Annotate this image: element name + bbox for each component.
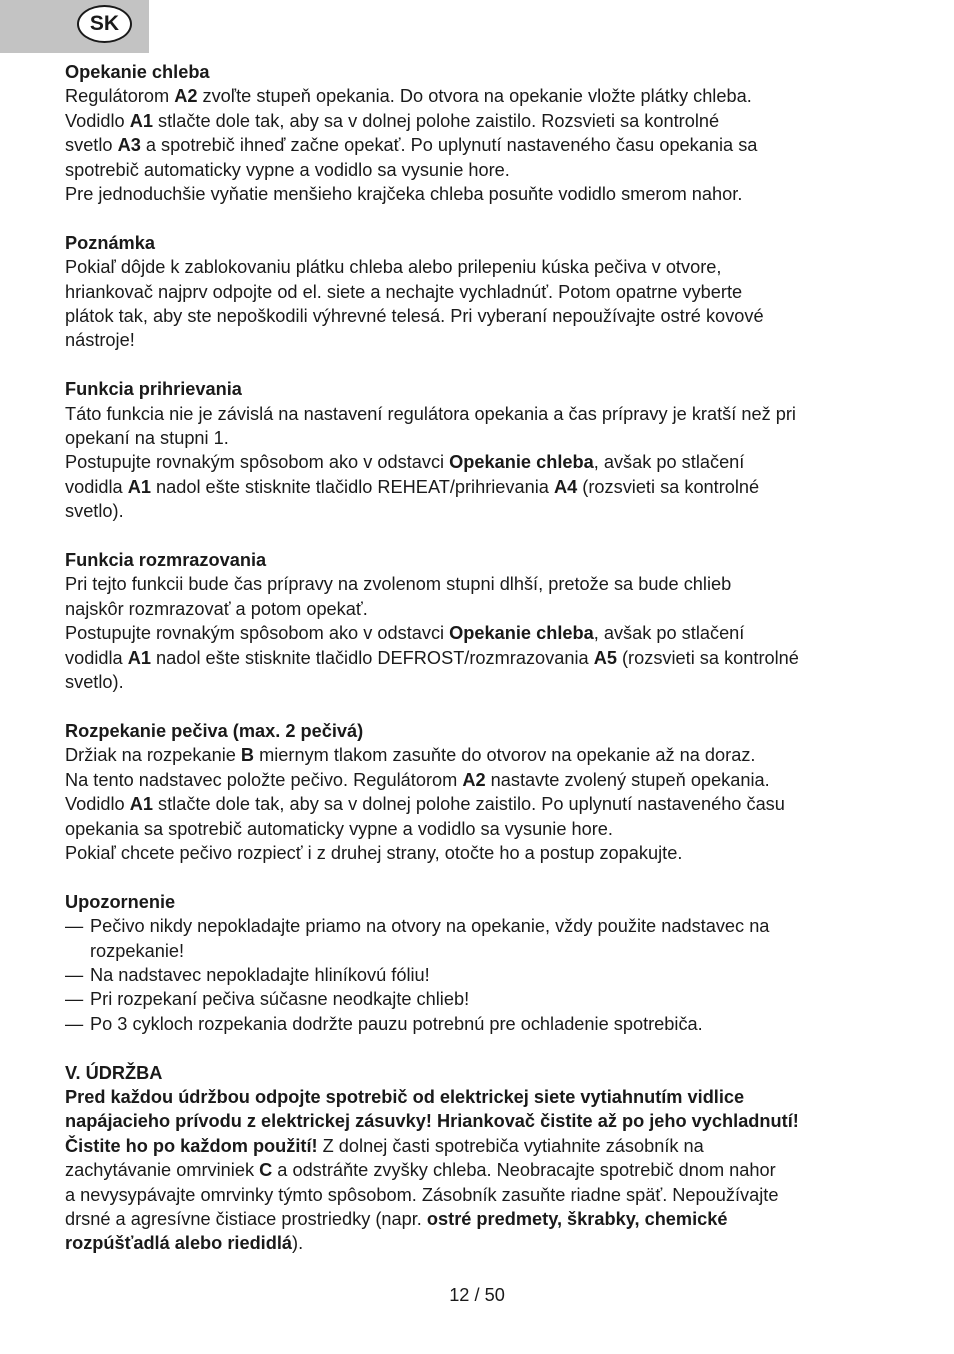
language-tab xyxy=(0,0,149,53)
section-title: Poznámka xyxy=(65,232,155,253)
section-title: Funkcia prihrievania xyxy=(65,379,242,400)
paragraph: Táto funkcia nie je závislá na nastavení regulátora opekania a čas prípravy je kratší než pri opekaní na stupni 1. xyxy=(65,403,796,449)
list-item: — Po 3 cykloch rozpekania dodržte pauzu potrebnú pre ochladenie spotrebiča. xyxy=(65,1013,703,1034)
section-title: Rozpekanie pečiva (max. 2 pečivá) xyxy=(65,720,364,741)
list-item: — Na nadstavec nepokladajte hliníkovú fóliu! xyxy=(65,964,430,985)
section-title: Funkcia rozmrazovania xyxy=(65,550,267,571)
paragraph: Pred každou údržbou odpojte spotrebič od elektrickej siete vytiahnutím vidlice napájacieho prívodu z elektrickej zásuvky! Hriankovač čistite až po jeho vychladnutí! Čistite ho po každom použití! Z dolnej časti spotrebiča vytiahnite zásobník na zachytávanie omrviniek C a odstráňte zvyšky chleba. Neobracajte spotrebič dnom nahor a nevysypávajte omrvinky týmto spôsobom. Zásobník zasuňte riadne späť. Nepoužívajte drsné a agresívne čistiace prostriedky (napr. ostré predmety, škrabky, chemické rozpúšťadlá alebo riedidlá). xyxy=(65,1086,799,1254)
section-title: Upozornenie xyxy=(65,891,176,912)
paragraph: Pri tejto funkcii bude čas prípravy na zvolenom stupni dlhší, pretože sa bude chlieb najskôr rozmrazovať a potom opekať. xyxy=(65,574,732,619)
section-title: Opekanie chleba xyxy=(65,62,210,82)
paragraph: Postupujte rovnakým spôsobom ako v odstavci Opekanie chleba, avšak po stlačení vodidla A1 nadol ešte stisknite tlačidlo DEFROST/rozmrazovania A5 (rozsvieti sa kontrolné svetlo). xyxy=(65,623,799,693)
paragraph: Postupujte rovnakým spôsobom ako v odstavci Opekanie chleba, avšak po stlačení vodidla A1 nadol ešte stisknite tlačidlo REHEAT/prihrievania A4 (rozsvieti sa kontrolné svetlo). xyxy=(65,452,760,522)
paragraph: Pre jednoduchšie vyňatie menšieho krajčeka chleba posuňte vodidlo smerom nahor. xyxy=(65,184,743,205)
page-content xyxy=(65,60,895,1256)
language-badge: SK xyxy=(77,5,132,43)
paragraph: Pokiaľ dôjde k zablokovaniu plátku chleba alebo prilepeniu kúska pečiva v otvore, hriankovač najprv odpojte od el. siete a nechajte vychladnúť. Potom opatrne vyberte plátok tak, aby ste nepoškodili výhrevné telesá. Pri vyberaní nepoužívajte ostré kovové nástroje! xyxy=(65,257,764,351)
section-title: V. ÚDRŽBA xyxy=(65,1062,163,1083)
paragraph: Držiak na rozpekanie B miernym tlakom zasuňte do otvorov na opekanie až na doraz. Na tento nadstavec položte pečivo. Regulátorom A2 nastavte zvolený stupeň opekania. Vodidlo A1 stlačte dole tak, aby sa v dolnej polohe zaistilo. Po uplynutí nastaveného času opekania sa spotrebič automaticky vypne a vodidlo sa vysunie hore. Pokiaľ chcete pečivo rozpiecť i z druhej strany, otočte ho a postup zopakujte. xyxy=(65,745,785,863)
paragraph: Regulátorom A2 zvoľte stupeň opekania. Do otvora na opekanie vložte plátky chleba. Vodidlo A1 stlačte dole tak, aby sa v dolnej polohe zaistilo. Rozsvieti sa kontrolné svetlo A3 a spotrebič ihneď začne opekať. Po uplynutí nastaveného času opekania sa spotrebič automaticky vypne a vodidlo sa vysunie hore. xyxy=(65,86,758,180)
list-item: — Pri rozpekaní pečiva súčasne neodkajte chlieb! xyxy=(65,989,470,1010)
page-number: 12 / 50 xyxy=(449,1285,505,1305)
list-item: — Pečivo nikdy nepokladajte priamo na otvory na opekanie, vždy použite nadstavec na rozpekanie! xyxy=(65,916,770,961)
